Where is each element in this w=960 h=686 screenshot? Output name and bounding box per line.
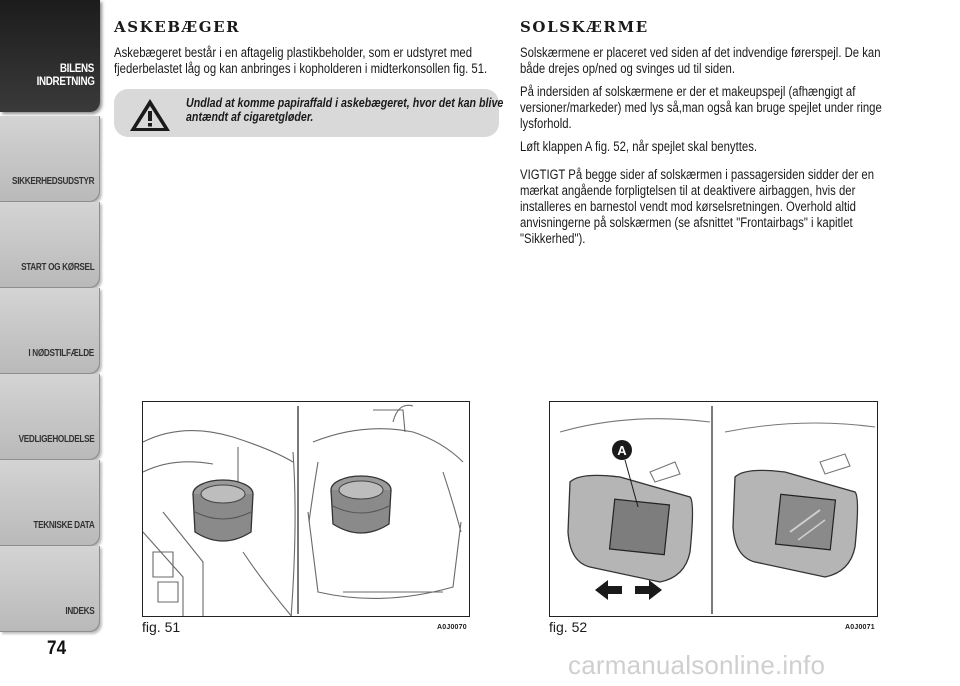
ashtray-left	[193, 480, 253, 541]
tab-label: INDEKS	[64, 606, 94, 617]
sunvisor-section	[520, 18, 905, 254]
tab-tekniske-data[interactable]	[0, 460, 100, 546]
figure-51-caption: fig. 51	[142, 619, 181, 635]
tab-sikkerhedsudstyr[interactable]	[0, 116, 100, 202]
tab-label: START OG KØRSEL	[20, 262, 94, 273]
sunvisor-paragraph-important: VIGTIGT På begge sider af solskærmen i passagersiden sidder der en mærkat angående forpligtelsen til at deaktivere airbaggen, hvis der installeres en barnestol vendt mod kørselsretningen. Overhold altid anvisningerne på solskærmen (se afsnittet "Frontairbags" i kapitlet "Sikkerhed").	[520, 167, 875, 246]
tab-start-og-korsel[interactable]	[0, 202, 100, 288]
warning-text: Undlad at komme papiraffald i askebægeret, hvor det kan blive antændt af cigaretgløder.	[186, 95, 504, 124]
warning-box	[114, 89, 504, 137]
tab-label: VEDLIGEHOLDELSE	[18, 434, 94, 445]
ashtray-right	[331, 476, 391, 533]
sunvisor-right	[733, 470, 858, 577]
section-title: ASKEBÆGER	[114, 18, 241, 36]
page-number: 74	[47, 638, 67, 659]
tab-label: I NØDSTILFÆLDE	[28, 348, 94, 359]
tab-label: TEKNISKE DATA	[32, 520, 94, 531]
tab-indeks[interactable]	[0, 546, 100, 632]
sunvisor-left	[568, 440, 693, 582]
sunvisor-drawing	[550, 402, 878, 617]
tab-label: BILENS INDRETNING	[36, 61, 95, 88]
tab-vedligeholdelse[interactable]	[0, 374, 100, 460]
section-title: SOLSKÆRME	[520, 18, 649, 36]
figure-52-sunvisor-illustration	[549, 401, 878, 617]
tab-label: SIKKERHEDSUDSTYR	[11, 176, 94, 187]
figure-52-caption: fig. 52	[549, 619, 588, 635]
ashtray-drawing	[143, 402, 470, 617]
tab-bilens-indretning[interactable]	[0, 0, 100, 112]
warning-triangle-icon	[128, 97, 172, 133]
figure-51-ashtray-illustration	[142, 401, 470, 617]
ashtray-paragraph: Askebægeret består i en aftagelig plastikbeholder, som er udstyret med fjederbelastet låg og kan anbringes i kopholderen i midterkonsollen fig. 51.	[114, 45, 488, 76]
ashtray-section	[114, 18, 504, 137]
tab-i-nodstilfaelde[interactable]	[0, 288, 100, 374]
chapter-sidebar	[0, 0, 100, 686]
figure-52-code: A0J0071	[845, 624, 875, 631]
sunvisor-paragraph: På indersiden af solskærmene er der et makeupspejl (afhængigt af versioner/markeder) med lys så,man også kan bruge spejlet under ringe lysforhold.	[520, 84, 882, 131]
sunvisor-paragraph: Løft klappen A fig. 52, når spejlet skal benyttes.	[520, 139, 758, 154]
double-arrow-icon	[595, 580, 662, 600]
callout-a-label: A	[617, 443, 627, 458]
watermark: carmanualsonline.info	[568, 650, 826, 680]
figure-51-code: A0J0070	[437, 624, 467, 631]
sunvisor-paragraph: Solskærmene er placeret ved siden af det indvendige førerspejl. De kan både drejes op/ned og svinges ud til siden.	[520, 45, 881, 76]
